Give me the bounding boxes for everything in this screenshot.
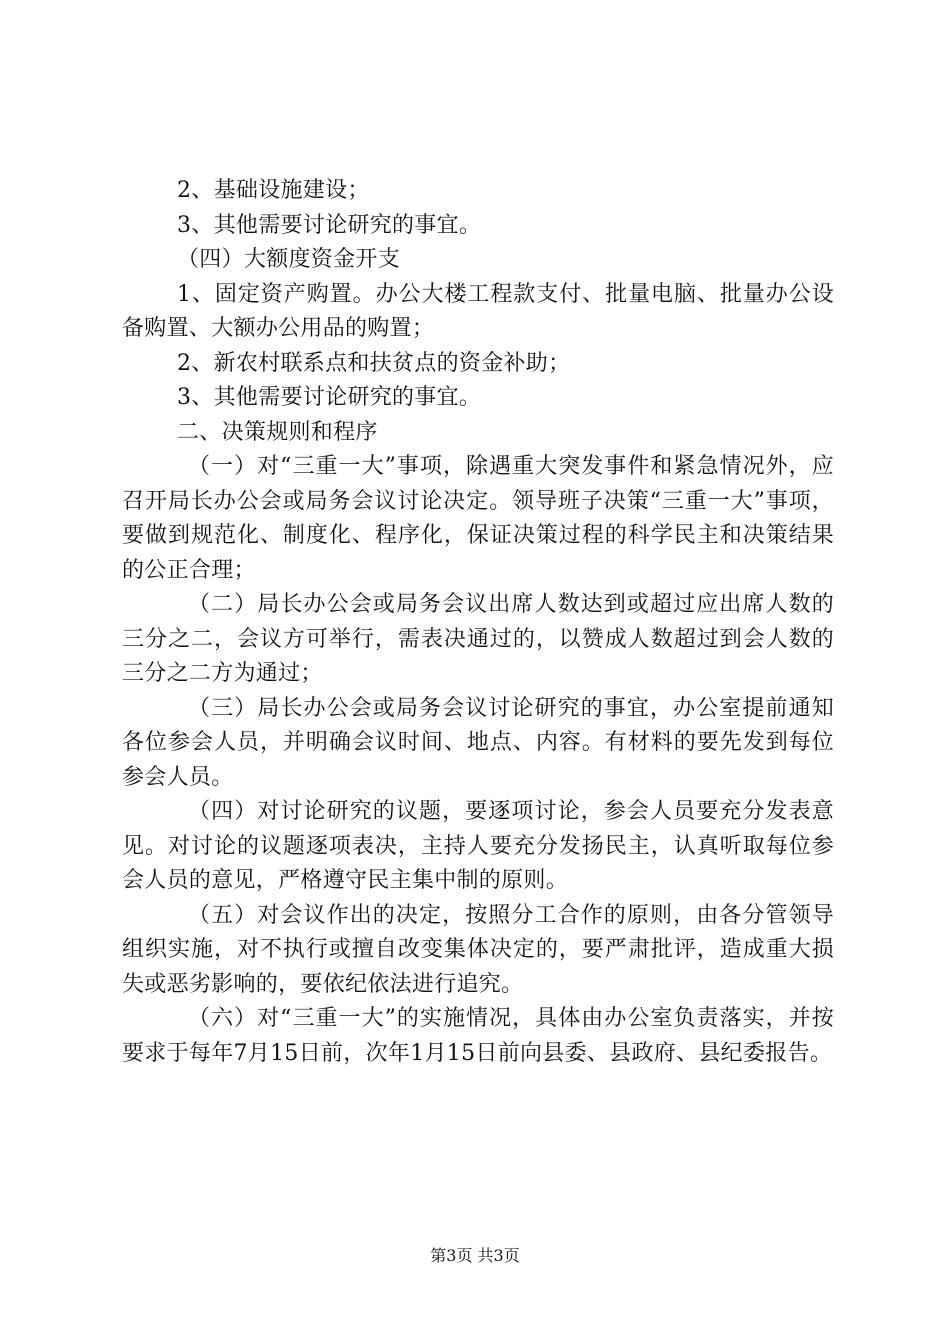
section-heading-large-expenditure: （四）大额度资金开支 xyxy=(177,247,401,272)
section-heading-rules: 二、决策规则和程序 xyxy=(177,419,378,445)
paragraph-rule-1: （一）对“三重一大”事项，除遇重大突发事件和紧急情况外，应召开局长办公会或局务会议讨论决定。领导班子决策“三重一大”事项，要做到规范化、制度化、程序化，保证决策过程的科学民主和决策结果的公正合理； xyxy=(122,454,834,583)
paragraph-fixed-assets: 1、固定资产购置。办公大楼工程款支付、批量电脑、批量办公设备购置、大额办公用品的购置； xyxy=(122,281,834,341)
paragraph-rule-2: （二）局长办公会或局务会议出席人数达到或超过应出席人数的三分之二，会议方可举行，需表决通过的，以赞成人数超过到会人数的三分之二方为通过； xyxy=(122,592,834,686)
paragraph-item-3: 3、其他需要讨论研究的事宜。 xyxy=(177,212,482,238)
paragraph-rule-6: （六）对“三重一大”的实施情况，具体由办公室负责落实，并按要求于每年7月15日前，次年1月15日前向县委、县政府、县纪委报告。 xyxy=(122,1006,834,1066)
paragraph-item-2: 2、基础设施建设； xyxy=(177,178,370,203)
paragraph-rule-5: （五）对会议作出的决定，按照分工合作的原则，由各分管领导组织实施，对不执行或擅自改变集体决定的，要严肃批评，造成重大损失或恶劣影响的，要依纪依法进行追究。 xyxy=(122,902,834,997)
paragraph-other-matters: 3、其他需要讨论研究的事宜。 xyxy=(177,385,482,410)
document-body xyxy=(122,174,834,1071)
paragraph-subsidy: 2、新农村联系点和扶贫点的资金补助； xyxy=(177,350,571,376)
paragraph-rule-3: （三）局长办公会或局务会议讨论研究的事宜，办公室提前通知各位参会人员，并明确会议时间、地点、内容。有材料的要先发到每位参会人员。 xyxy=(122,695,834,790)
page-footer xyxy=(0,1246,950,1266)
paragraph-rule-4: （四）对讨论研究的议题，要逐项讨论，参会人员要充分发表意见。对讨论的议题逐项表决，主持人要充分发扬民主，认真听取每位参会人员的意见，严格遵守民主集中制的原则。 xyxy=(122,799,834,893)
page-number-label: 第3页 共3页 xyxy=(430,1246,520,1265)
